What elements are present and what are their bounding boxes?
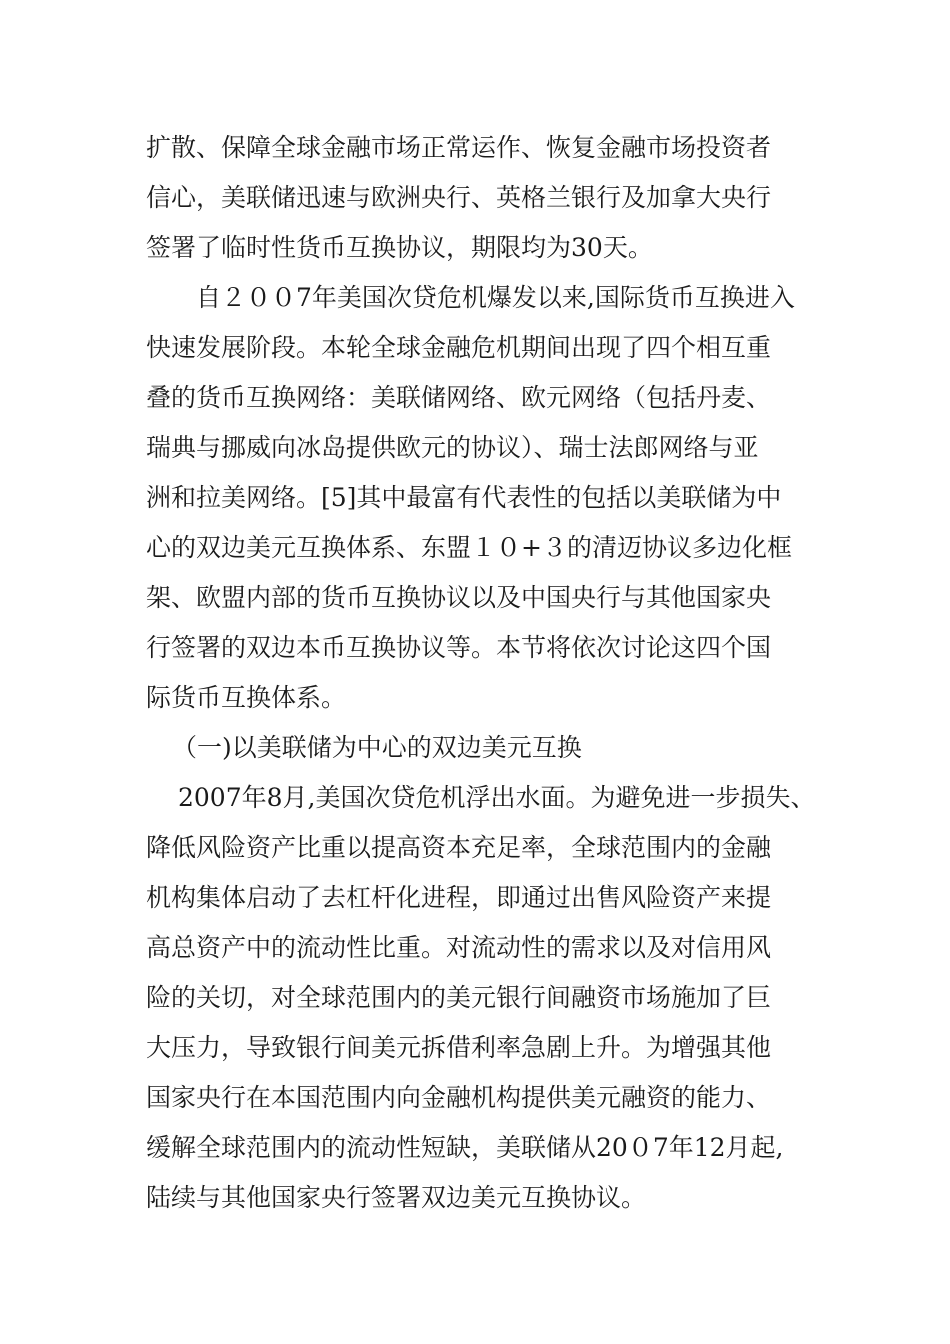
text-line: 机构集体启动了去杠杆化进程，即通过出售风险资产来提	[146, 883, 772, 912]
text-line: 叠的货币互换网络：美联储网络、欧元网络（包括丹麦、	[146, 383, 772, 412]
text-line: 洲和拉美网络。[5]其中最富有代表性的包括以美联储为中	[146, 483, 782, 512]
text-line: 心的双边美元互换体系、东盟１０+３的清迈协议多边化框	[146, 533, 792, 562]
text-line: 架、欧盟内部的货币互换协议以及中国央行与其他国家央	[146, 583, 772, 612]
text-line: 大压力，导致银行间美元拆借利率急剧上升。为增强其他	[146, 1033, 772, 1062]
text-line: 际货币互换体系。	[146, 683, 347, 712]
text-line: 行签署的双边本币互换协议等。本节将依次讨论这四个国	[146, 633, 772, 662]
section-heading: （一)以美联储为中心的双边美元互换	[172, 733, 582, 762]
text-line: 陆续与其他国家央行签署双边美元互换协议。	[146, 1183, 647, 1212]
text-line: 扩散、保障全球金融市场正常运作、恢复金融市场投资者	[146, 133, 772, 162]
paragraph-start-line: 2007年8月,美国次贷危机浮出水面。为避免进一步损失、	[178, 783, 816, 812]
text-line: 信心，美联储迅速与欧洲央行、英格兰银行及加拿大央行	[146, 183, 772, 212]
text-line: 降低风险资产比重以提高资本充足率，全球范围内的金融	[146, 833, 772, 862]
text-line: 高总资产中的流动性比重。对流动性的需求以及对信用风	[146, 933, 772, 962]
text-line: 缓解全球范围内的流动性短缺，美联储从20０7年12月起,	[146, 1133, 784, 1162]
text-line: 快速发展阶段。本轮全球金融危机期间出现了四个相互重	[146, 333, 772, 362]
text-line: 国家央行在本国范围内向金融机构提供美元融资的能力、	[146, 1083, 772, 1112]
text-line: 险的关切，对全球范围内的美元银行间融资市场施加了巨	[146, 983, 772, 1012]
paragraph-start-line: 自２００7年美国次贷危机爆发以来,国际货币互换进入	[196, 283, 795, 312]
text-line: 瑞典与挪威向冰岛提供欧元的协议）、瑞士法郎网络与亚	[146, 433, 759, 462]
text-line: 签署了临时性货币互换协议，期限均为30天。	[146, 233, 653, 262]
